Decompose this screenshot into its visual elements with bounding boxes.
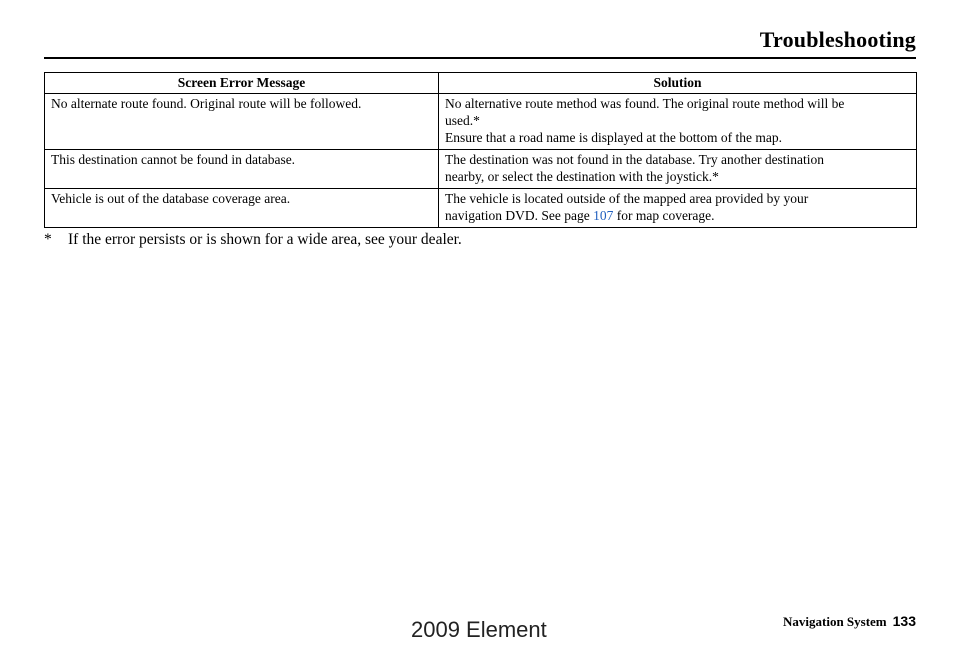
solution-line: nearby, or select the destination with the joystick.* <box>445 169 719 184</box>
solution-line: The vehicle is located outside of the mapped area provided by your <box>445 191 809 206</box>
page-title: Troubleshooting <box>759 27 916 52</box>
error-message-table <box>44 72 917 228</box>
error-message-cell: This destination cannot be found in database. <box>45 150 439 189</box>
error-message-cell: No alternate route found. Original route will be followed. <box>45 94 439 150</box>
solution-line <box>445 207 910 224</box>
solution-line-text: navigation DVD. See page <box>445 208 594 223</box>
footnote-marker: * <box>44 231 52 248</box>
page-link[interactable]: 107 <box>593 208 614 223</box>
table-row <box>45 94 917 150</box>
solution-line-tail: for map coverage. <box>613 208 715 223</box>
table-row <box>45 150 917 189</box>
page-number: 133 <box>892 613 916 629</box>
solution-line: Ensure that a road name is displayed at the bottom of the map. <box>445 130 783 145</box>
table-row <box>45 189 917 228</box>
footnote <box>44 231 462 249</box>
page-footer <box>783 613 916 630</box>
title-divider <box>44 57 916 59</box>
table-header-row <box>45 73 917 94</box>
solution-cell <box>439 150 917 189</box>
solution-line: The destination was not found in the database. Try another destination <box>445 152 825 167</box>
solution-cell <box>439 94 917 150</box>
error-message-cell: Vehicle is out of the database coverage area. <box>45 189 439 228</box>
solution-line: No alternative route method was found. The original route method will be <box>445 96 845 111</box>
column-header-error-message: Screen Error Message <box>45 73 439 94</box>
solution-line: used.* <box>445 113 480 128</box>
watermark: 2009 Element <box>411 617 547 642</box>
footnote-text: If the error persists or is shown for a wide area, see your dealer. <box>68 231 462 248</box>
solution-cell <box>439 189 917 228</box>
column-header-solution: Solution <box>439 73 917 94</box>
footer-section-name: Navigation System <box>783 614 887 629</box>
